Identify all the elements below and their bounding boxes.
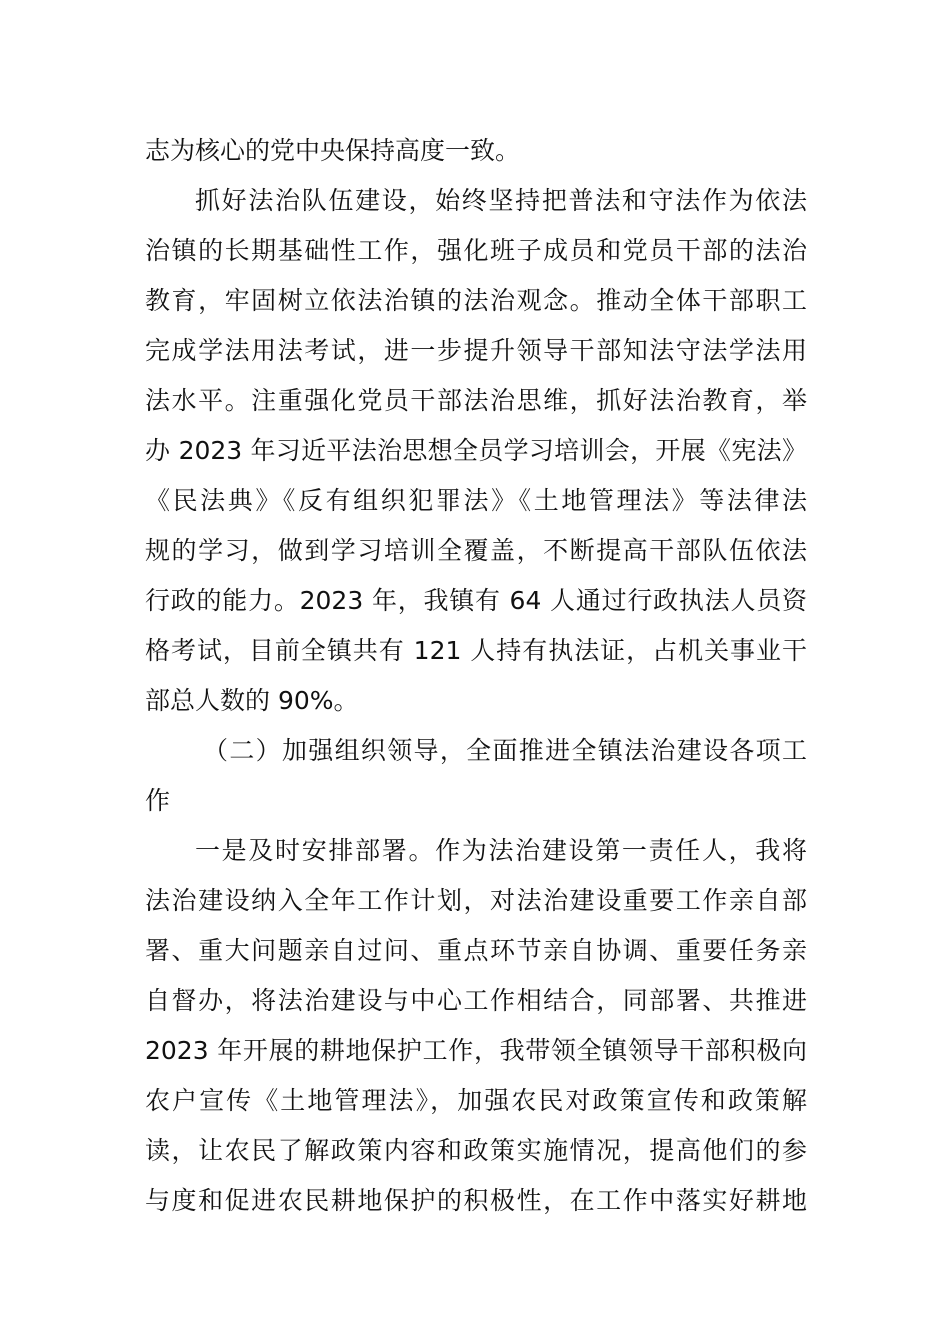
text-line: 农户宣传《土地管理法》，加强农民对政策宣传和政策解 [145,1086,807,1115]
text-line: 治镇的长期基础性工作，强化班子成员和党员干部的法治 [145,236,807,265]
body-text [145,126,807,1226]
text-line: 办 2023 年习近平法治思想全员学习培训会，开展《宪法》 [145,436,807,465]
text-line: 行政的能力。2023 年，我镇有 64 人通过行政执法人员资 [145,586,807,615]
text-line: 完成学法用法考试，进一步提升领导干部知法守法学法用 [145,336,807,365]
text-line: 《民法典》《反有组织犯罪法》《土地管理法》等法律法 [145,486,807,515]
section-heading-line: （二）加强组织领导，全面推进全镇法治建设各项工 [203,736,807,765]
text-line: 法治建设纳入全年工作计划，对法治建设重要工作亲自部 [145,886,807,915]
paragraph-start-line: 一是及时安排部署。作为法治建设第一责任人，我将 [195,836,807,865]
text-line: 格考试，目前全镇共有 121 人持有执法证，占机关事业干 [145,636,807,665]
paragraph-start-line: 抓好法治队伍建设，始终坚持把普法和守法作为依法 [195,186,807,215]
text-line: 署、重大问题亲自过问、重点环节亲自协调、重要任务亲 [145,936,807,965]
text-line: 2023 年开展的耕地保护工作，我带领全镇领导干部积极向 [145,1036,807,1065]
text-line: 规的学习，做到学习培训全覆盖，不断提高干部队伍依法 [145,536,807,565]
text-line: 志为核心的党中央保持高度一致。 [145,136,521,165]
section-heading-line-end: 作 [145,786,171,815]
text-line: 教育，牢固树立依法治镇的法治观念。推动全体干部职工 [145,286,807,315]
text-line: 自督办，将法治建设与中心工作相结合，同部署、共推进 [145,986,807,1015]
text-line: 部总人数的 90%。 [145,686,359,715]
text-line: 法水平。注重强化党员干部法治思维，抓好法治教育，举 [145,386,807,415]
text-line: 读，让农民了解政策内容和政策实施情况，提高他们的参 [145,1136,807,1165]
text-line: 与度和促进农民耕地保护的积极性，在工作中落实好耕地 [145,1186,807,1215]
